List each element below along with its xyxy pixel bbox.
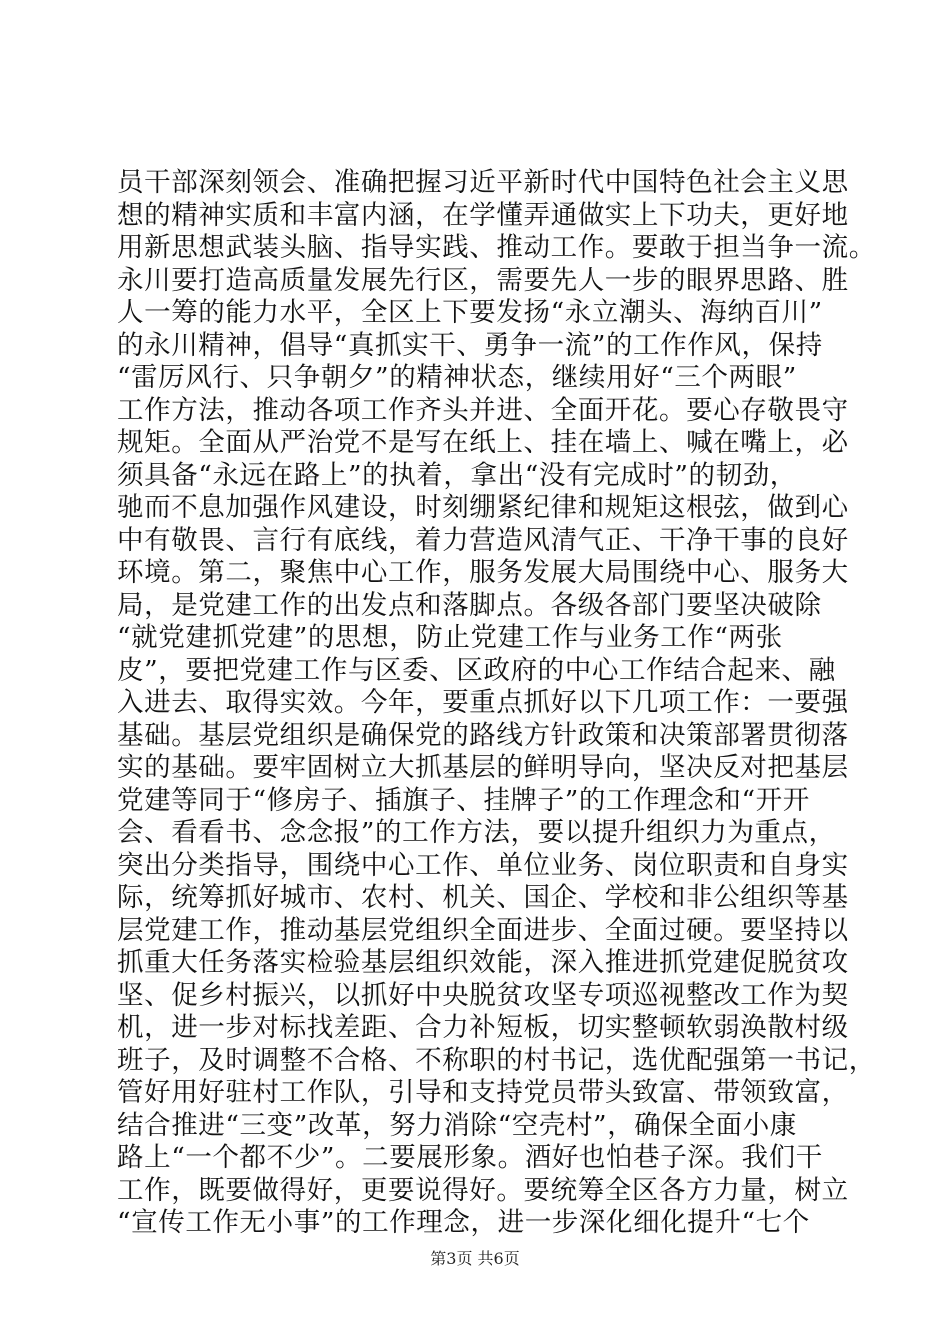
text-line: 中有敬畏、言行有底线，着力营造风清气正、干净干事的良好 <box>117 524 849 556</box>
page-number-footer: 第3页 共6页 <box>430 1249 520 1268</box>
text-line: 皮”，要把党建工作与区委、区政府的中心工作结合起来、融 <box>117 654 836 686</box>
text-line: 突出分类指导，围绕中心工作、单位业务、岗位职责和自身实 <box>117 849 849 881</box>
text-line: 工作方法，推动各项工作齐头并进、全面开花。要心存敬畏守 <box>117 394 849 426</box>
text-line: 员干部深刻领会、准确把握习近平新时代中国特色社会主义思 <box>117 167 849 198</box>
text-line: 机，进一步对标找差距、合力补短板，切实整顿软弱涣散村级 <box>117 1012 849 1043</box>
text-line: 驰而不息加强作风建设，时刻绷紧纪律和规矩这根弦，做到心 <box>117 492 849 523</box>
text-line: 人一筹的能力水平，全区上下要发扬“永立潮头、海纳百川” <box>117 297 823 328</box>
text-line: 环境。第二，聚焦中心工作，服务发展大局围绕中心、服务大 <box>117 557 849 588</box>
text-line: 入进去、取得实效。今年，要重点抓好以下几项工作：一要强 <box>117 687 849 718</box>
text-line: 坚、促乡村振兴，以抓好中央脱贫攻坚专项巡视整改工作为契 <box>117 979 849 1011</box>
text-line: “雷厉风行、只争朝夕”的精神状态，继续用好“三个两眼” <box>117 362 797 393</box>
text-line: 层党建工作，推动基层党组织全面进步、全面过硬。要坚持以 <box>117 914 849 946</box>
text-line: 基础。基层党组织是确保党的路线方针政策和决策部署贯彻落 <box>117 719 849 751</box>
text-line: 结合推进“三变”改革，努力消除“空壳村”，确保全面小康 <box>117 1109 797 1141</box>
text-line: 管好用好驻村工作队，引导和支持党员带头致富、带领致富， <box>117 1077 849 1108</box>
text-line: 用新思想武装头脑、指导实践、推动工作。要敢于担当争一流。 <box>117 232 876 263</box>
text-line: 须具备“永远在路上”的执着，拿出“没有完成时”的韧劲， <box>117 459 797 491</box>
body-paragraph <box>117 167 876 1240</box>
text-line: 会、看看书、念念报”的工作方法，要以提升组织力为重点， <box>117 817 836 848</box>
text-line: 局，是党建工作的出发点和落脚点。各级各部门要坚决破除 <box>117 589 822 621</box>
text-line: 抓重大任务落实检验基层组织效能，深入推进抓党建促脱贫攻 <box>117 947 849 978</box>
text-line: 实的基础。要牢固树立大抓基层的鲜明导向，坚决反对把基层 <box>117 752 849 783</box>
text-line: “就党建抓党建”的思想，防止党建工作与业务工作“两张 <box>117 622 783 653</box>
text-line: 的永川精神，倡导“真抓实干、勇争一流”的工作作风，保持 <box>117 329 823 361</box>
text-line: 路上“一个都不少”。二要展形象。酒好也怕巷子深。我们干 <box>117 1142 823 1173</box>
text-line: 党建等同于“修房子、插旗子、挂牌子”的工作理念和“开开 <box>117 784 810 816</box>
text-line: 永川要打造高质量发展先行区，需要先人一步的眼界思路、胜 <box>117 264 849 296</box>
text-line: 想的精神实质和丰富内涵，在学懂弄通做实上下功夫，更好地 <box>117 199 849 231</box>
text-line: 规矩。全面从严治党不是写在纸上、挂在墙上、喊在嘴上，必 <box>117 427 849 458</box>
text-line: 工作，既要做得好，更要说得好。要统筹全区各方力量，树立 <box>117 1174 849 1206</box>
text-line: 际，统筹抓好城市、农村、机关、国企、学校和非公组织等基 <box>117 882 849 913</box>
text-line: “宣传工作无小事”的工作理念，进一步深化细化提升“七个 <box>117 1207 810 1238</box>
text-line: 班子，及时调整不合格、不称职的村书记，选优配强第一书记， <box>117 1044 876 1076</box>
